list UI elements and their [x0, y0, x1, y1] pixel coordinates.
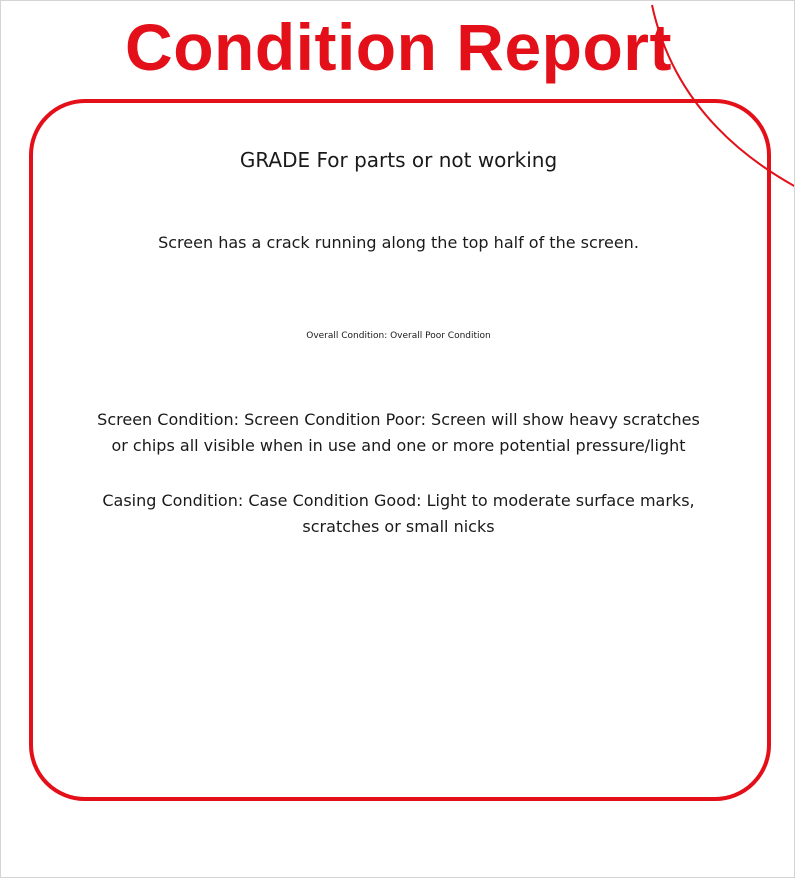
overall-condition: Overall Condition: Overall Poor Condition: [306, 331, 491, 341]
screen-condition: [41, 407, 756, 459]
screen-condition-line-1: Screen Condition: Screen Condition Poor: Screen will show heavy scratches: [97, 410, 700, 429]
casing-condition-line-2: scratches or small nicks: [302, 517, 495, 536]
casing-condition: [41, 488, 756, 540]
screen-condition-line-2: or chips all visible when in use and one or more potential pressure/light: [111, 436, 686, 455]
casing-condition-line-1: Casing Condition: Case Condition Good: Light to moderate surface marks,: [102, 491, 695, 510]
grade-heading: GRADE For parts or not working: [239, 148, 558, 172]
page-title: Condition Report: [125, 10, 672, 84]
condition-note: Screen has a crack running along the top half of the screen.: [158, 233, 639, 252]
